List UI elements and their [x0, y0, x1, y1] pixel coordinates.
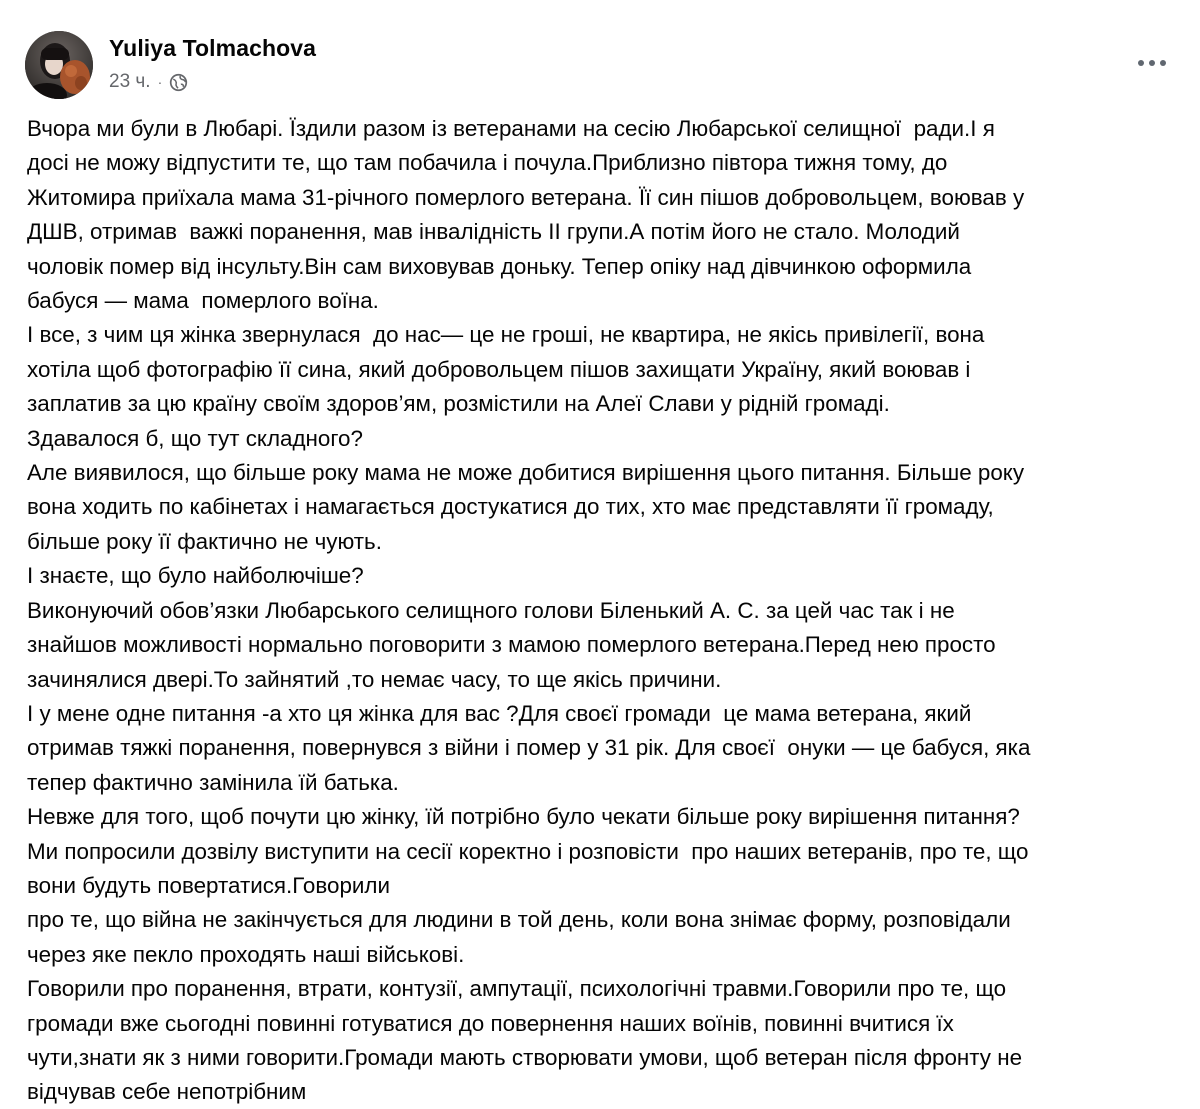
post-line: відчував себе непотрібним — [27, 1079, 307, 1105]
meta-separator: · — [157, 74, 163, 90]
post-line: отримав тяжкі поранення, повернувся з війни і помер у 31 рік. Для своєї онуки — це бабуся, яка — [27, 735, 1031, 761]
post-line: вона ходить по кабінетах і намагається достукатися до тих, хто має представляти її громаду, — [27, 494, 994, 520]
post-line: Говорили про поранення, втрати, контузії, ампутації, психологічні травми.Говорили про те, що — [27, 976, 1007, 1002]
post-line: більше року її фактично не чують. — [27, 528, 382, 554]
more-horizontal-icon — [1138, 60, 1144, 66]
post-line: Але виявилося, що більше року мама не може добитися вирішення цього питання. Більше року — [27, 460, 1025, 486]
globe-icon — [169, 73, 188, 92]
post-line: Виконуючий обов’язки Любарського селищного голови Біленький А. С. за цей час так і не — [27, 597, 955, 623]
post-body — [27, 112, 1187, 1109]
post-line: Вчора ми були в Любарі. Їздили разом із ветеранами на сесію Любарської селищної ради.І я — [27, 116, 995, 141]
post-line: чоловік помер від інсульту.Він сам виховував доньку. Тепер опіку над дівчинкою оформила — [27, 253, 972, 279]
post-header — [22, 28, 1178, 102]
post-line: чути,знати як з ними говорити.Громади мають створювати умови, щоб ветеран після фронту не — [27, 1044, 1023, 1070]
more-dot — [1160, 60, 1166, 66]
post-line: хотіла щоб фотографію її сина, який добровольцем пішов захищати Україну, який воював і — [27, 356, 971, 382]
post-line: Невже для того, щоб почути цю жінку, їй потрібно було чекати більше року вирішення питання? — [27, 804, 1020, 830]
post-line: заплатив за цю країну своїм здоров’ям, розмістили на Алеї Слави у рідній громаді. — [27, 391, 890, 417]
avatar[interactable] — [25, 31, 93, 99]
post-line: Здавалося б, що тут складного? — [27, 425, 363, 451]
post-time[interactable]: 23 ч. — [109, 71, 151, 92]
post-line: бабуся — мама померлого воїна. — [27, 288, 379, 314]
post-line: досі не можу відпустити те, що там побачила і почула.Приблизно півтора тижня тому, до — [27, 150, 948, 176]
author-name[interactable]: Yuliya Tolmachova — [109, 35, 317, 61]
more-options-button[interactable] — [1132, 48, 1172, 78]
post-line: ДШВ, отримав важкі поранення, мав інвалідність ІІ групи.А потім його не стало. Молодий — [27, 219, 960, 245]
post-line: вони будуть повертатися.Говорили — [27, 872, 390, 898]
post-line: громади вже сьогодні повинні готуватися до повернення наших воїнів, повинні вчитися їх — [27, 1010, 954, 1036]
post-line: І знаєте, що було найболючіше? — [27, 563, 364, 589]
more-dot — [1149, 60, 1155, 66]
post-line: Житомира приїхала мама 31-річного померлого ветерана. Її син пішов добровольцем, воював у — [27, 184, 1025, 210]
post-line: тепер фактично замінила їй батька. — [27, 769, 399, 795]
post-line: І все, з чим ця жінка звернулася до нас— це не гроші, не квартира, не якісь привілегії, вона — [27, 322, 985, 348]
avatar-image — [25, 31, 93, 99]
post-line: зачинялися двері.То зайнятий ,то немає часу, то ще якісь причини. — [27, 666, 722, 692]
post-line: Ми попросили дозвілу виступити на сесії коректно і розповісти про наших ветеранів, про те, що — [27, 838, 1029, 864]
post-line: знайшов можливості нормально поговорити з мамою померлого ветерана.Перед нею просто — [27, 632, 996, 658]
post-line: через яке пекло проходять наші військові. — [27, 941, 465, 967]
post-line: І у мене одне питання -а хто ця жінка для вас ?Для своєї громади це мама ветерана, який — [27, 700, 972, 726]
post-line: про те, що війна не закінчується для людини в той день, коли вона знімає форму, розповідали — [27, 907, 1011, 933]
post-meta — [109, 71, 188, 93]
